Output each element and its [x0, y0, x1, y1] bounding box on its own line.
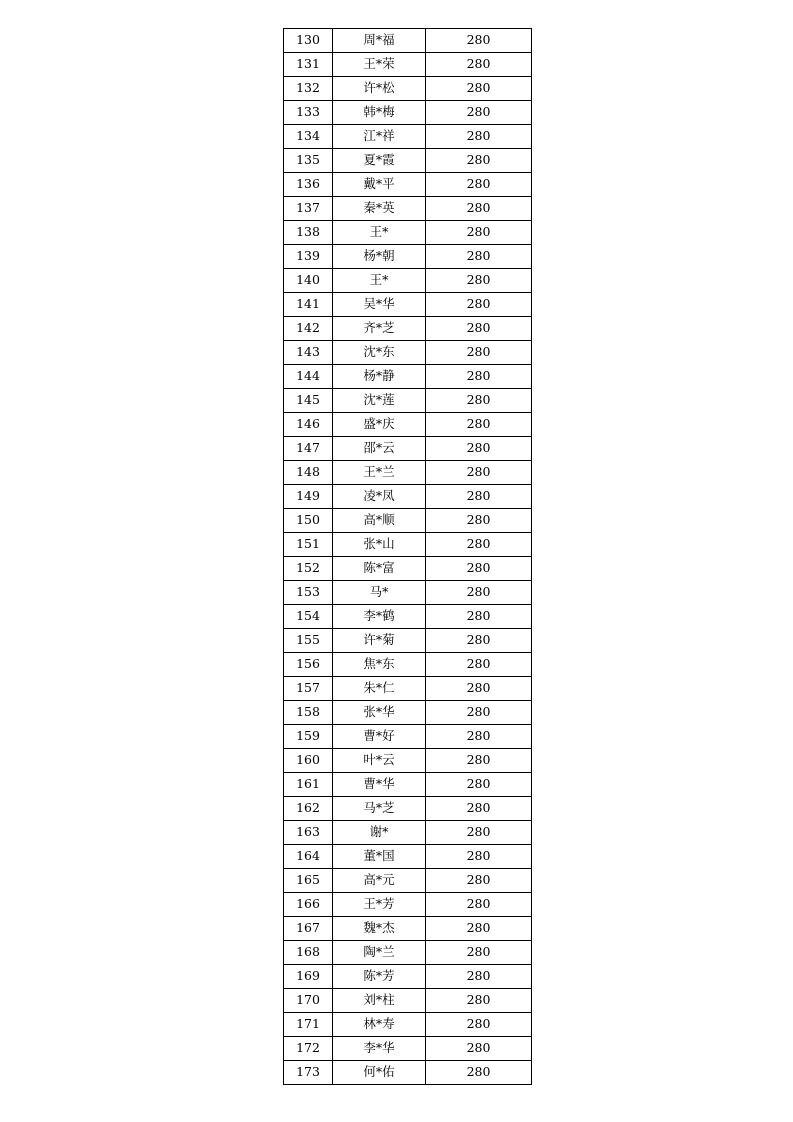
amount-cell: 280 — [426, 869, 532, 893]
row-number-cell: 169 — [284, 965, 333, 989]
table-row — [284, 197, 532, 221]
row-number-cell: 137 — [284, 197, 333, 221]
row-number-cell: 136 — [284, 173, 333, 197]
name-cell: 戴*平 — [333, 173, 426, 197]
table-row — [284, 149, 532, 173]
name-cell: 陈*富 — [333, 557, 426, 581]
name-cell: 杨*静 — [333, 365, 426, 389]
amount-cell: 280 — [426, 317, 532, 341]
name-cell: 韩*梅 — [333, 101, 426, 125]
amount-cell: 280 — [426, 245, 532, 269]
name-cell: 盛*庆 — [333, 413, 426, 437]
table-row — [284, 773, 532, 797]
amount-cell: 280 — [426, 1013, 532, 1037]
name-cell: 何*佑 — [333, 1061, 426, 1085]
name-cell: 沈*莲 — [333, 389, 426, 413]
name-cell: 林*寿 — [333, 1013, 426, 1037]
row-number-cell: 153 — [284, 581, 333, 605]
table-row — [284, 797, 532, 821]
table-row — [284, 293, 532, 317]
amount-cell: 280 — [426, 1037, 532, 1061]
row-number-cell: 143 — [284, 341, 333, 365]
table-row — [284, 701, 532, 725]
name-cell: 江*祥 — [333, 125, 426, 149]
amount-cell: 280 — [426, 101, 532, 125]
roster-table-body — [284, 29, 532, 1085]
row-number-cell: 162 — [284, 797, 333, 821]
row-number-cell: 146 — [284, 413, 333, 437]
name-cell: 王* — [333, 269, 426, 293]
table-row — [284, 869, 532, 893]
row-number-cell: 172 — [284, 1037, 333, 1061]
table-row — [284, 893, 532, 917]
row-number-cell: 149 — [284, 485, 333, 509]
name-cell: 秦*英 — [333, 197, 426, 221]
name-cell: 马*芝 — [333, 797, 426, 821]
table-row — [284, 845, 532, 869]
row-number-cell: 156 — [284, 653, 333, 677]
name-cell: 王* — [333, 221, 426, 245]
table-row — [284, 221, 532, 245]
name-cell: 齐*芝 — [333, 317, 426, 341]
table-row — [284, 437, 532, 461]
name-cell: 许*菊 — [333, 629, 426, 653]
amount-cell: 280 — [426, 221, 532, 245]
table-row — [284, 557, 532, 581]
row-number-cell: 133 — [284, 101, 333, 125]
name-cell: 张*华 — [333, 701, 426, 725]
table-row — [284, 77, 532, 101]
amount-cell: 280 — [426, 29, 532, 53]
table-row — [284, 965, 532, 989]
amount-cell: 280 — [426, 677, 532, 701]
row-number-cell: 131 — [284, 53, 333, 77]
table-row — [284, 1013, 532, 1037]
table-row — [284, 173, 532, 197]
row-number-cell: 134 — [284, 125, 333, 149]
table-row — [284, 317, 532, 341]
row-number-cell: 150 — [284, 509, 333, 533]
row-number-cell: 135 — [284, 149, 333, 173]
row-number-cell: 154 — [284, 605, 333, 629]
row-number-cell: 173 — [284, 1061, 333, 1085]
amount-cell: 280 — [426, 341, 532, 365]
row-number-cell: 170 — [284, 989, 333, 1013]
table-row — [284, 53, 532, 77]
name-cell: 高*顺 — [333, 509, 426, 533]
amount-cell: 280 — [426, 821, 532, 845]
table-row — [284, 1037, 532, 1061]
amount-cell: 280 — [426, 605, 532, 629]
name-cell: 刘*柱 — [333, 989, 426, 1013]
table-row — [284, 29, 532, 53]
amount-cell: 280 — [426, 509, 532, 533]
table-row — [284, 245, 532, 269]
name-cell: 李*鹤 — [333, 605, 426, 629]
name-cell: 魏*杰 — [333, 917, 426, 941]
name-cell: 陶*兰 — [333, 941, 426, 965]
name-cell: 朱*仁 — [333, 677, 426, 701]
table-row — [284, 533, 532, 557]
row-number-cell: 165 — [284, 869, 333, 893]
amount-cell: 280 — [426, 941, 532, 965]
row-number-cell: 151 — [284, 533, 333, 557]
row-number-cell: 155 — [284, 629, 333, 653]
row-number-cell: 161 — [284, 773, 333, 797]
name-cell: 谢* — [333, 821, 426, 845]
name-cell: 曹*华 — [333, 773, 426, 797]
name-cell: 许*松 — [333, 77, 426, 101]
name-cell: 邵*云 — [333, 437, 426, 461]
table-row — [284, 509, 532, 533]
row-number-cell: 167 — [284, 917, 333, 941]
table-row — [284, 749, 532, 773]
amount-cell: 280 — [426, 293, 532, 317]
amount-cell: 280 — [426, 77, 532, 101]
amount-cell: 280 — [426, 749, 532, 773]
row-number-cell: 158 — [284, 701, 333, 725]
name-cell: 焦*东 — [333, 653, 426, 677]
amount-cell: 280 — [426, 173, 532, 197]
amount-cell: 280 — [426, 533, 532, 557]
name-cell: 吴*华 — [333, 293, 426, 317]
amount-cell: 280 — [426, 989, 532, 1013]
table-row — [284, 821, 532, 845]
name-cell: 王*兰 — [333, 461, 426, 485]
row-number-cell: 171 — [284, 1013, 333, 1037]
table-row — [284, 605, 532, 629]
table-row — [284, 917, 532, 941]
table-row — [284, 269, 532, 293]
row-number-cell: 145 — [284, 389, 333, 413]
amount-cell: 280 — [426, 965, 532, 989]
amount-cell: 280 — [426, 653, 532, 677]
table-row — [284, 677, 532, 701]
amount-cell: 280 — [426, 893, 532, 917]
amount-cell: 280 — [426, 629, 532, 653]
table-row — [284, 341, 532, 365]
row-number-cell: 130 — [284, 29, 333, 53]
name-cell: 高*元 — [333, 869, 426, 893]
row-number-cell: 141 — [284, 293, 333, 317]
amount-cell: 280 — [426, 365, 532, 389]
row-number-cell: 147 — [284, 437, 333, 461]
amount-cell: 280 — [426, 581, 532, 605]
table-row — [284, 725, 532, 749]
name-cell: 曹*好 — [333, 725, 426, 749]
table-row — [284, 629, 532, 653]
name-cell: 王*荣 — [333, 53, 426, 77]
amount-cell: 280 — [426, 485, 532, 509]
row-number-cell: 132 — [284, 77, 333, 101]
amount-cell: 280 — [426, 437, 532, 461]
name-cell: 董*国 — [333, 845, 426, 869]
amount-cell: 280 — [426, 269, 532, 293]
table-row — [284, 413, 532, 437]
row-number-cell: 142 — [284, 317, 333, 341]
amount-cell: 280 — [426, 773, 532, 797]
table-row — [284, 101, 532, 125]
name-cell: 周*福 — [333, 29, 426, 53]
amount-cell: 280 — [426, 725, 532, 749]
amount-cell: 280 — [426, 149, 532, 173]
row-number-cell: 163 — [284, 821, 333, 845]
table-row — [284, 989, 532, 1013]
amount-cell: 280 — [426, 1061, 532, 1085]
row-number-cell: 138 — [284, 221, 333, 245]
name-cell: 陈*芳 — [333, 965, 426, 989]
name-cell: 杨*朝 — [333, 245, 426, 269]
amount-cell: 280 — [426, 125, 532, 149]
amount-cell: 280 — [426, 53, 532, 77]
amount-cell: 280 — [426, 701, 532, 725]
table-row — [284, 125, 532, 149]
table-row — [284, 653, 532, 677]
amount-cell: 280 — [426, 389, 532, 413]
amount-cell: 280 — [426, 797, 532, 821]
table-row — [284, 941, 532, 965]
row-number-cell: 139 — [284, 245, 333, 269]
amount-cell: 280 — [426, 197, 532, 221]
name-cell: 叶*云 — [333, 749, 426, 773]
table-row — [284, 461, 532, 485]
name-cell: 李*华 — [333, 1037, 426, 1061]
row-number-cell: 164 — [284, 845, 333, 869]
table-row — [284, 365, 532, 389]
table-row — [284, 1061, 532, 1085]
name-cell: 王*芳 — [333, 893, 426, 917]
row-number-cell: 140 — [284, 269, 333, 293]
row-number-cell: 159 — [284, 725, 333, 749]
row-number-cell: 144 — [284, 365, 333, 389]
table-row — [284, 389, 532, 413]
row-number-cell: 166 — [284, 893, 333, 917]
amount-cell: 280 — [426, 413, 532, 437]
row-number-cell: 160 — [284, 749, 333, 773]
name-cell: 张*山 — [333, 533, 426, 557]
row-number-cell: 148 — [284, 461, 333, 485]
amount-cell: 280 — [426, 845, 532, 869]
name-cell: 沈*东 — [333, 341, 426, 365]
amount-cell: 280 — [426, 917, 532, 941]
name-cell: 凌*凤 — [333, 485, 426, 509]
name-cell: 夏*霞 — [333, 149, 426, 173]
row-number-cell: 168 — [284, 941, 333, 965]
amount-cell: 280 — [426, 461, 532, 485]
amount-cell: 280 — [426, 557, 532, 581]
row-number-cell: 152 — [284, 557, 333, 581]
table-row — [284, 581, 532, 605]
table-row — [284, 485, 532, 509]
roster-table — [283, 28, 532, 1085]
name-cell: 马* — [333, 581, 426, 605]
row-number-cell: 157 — [284, 677, 333, 701]
